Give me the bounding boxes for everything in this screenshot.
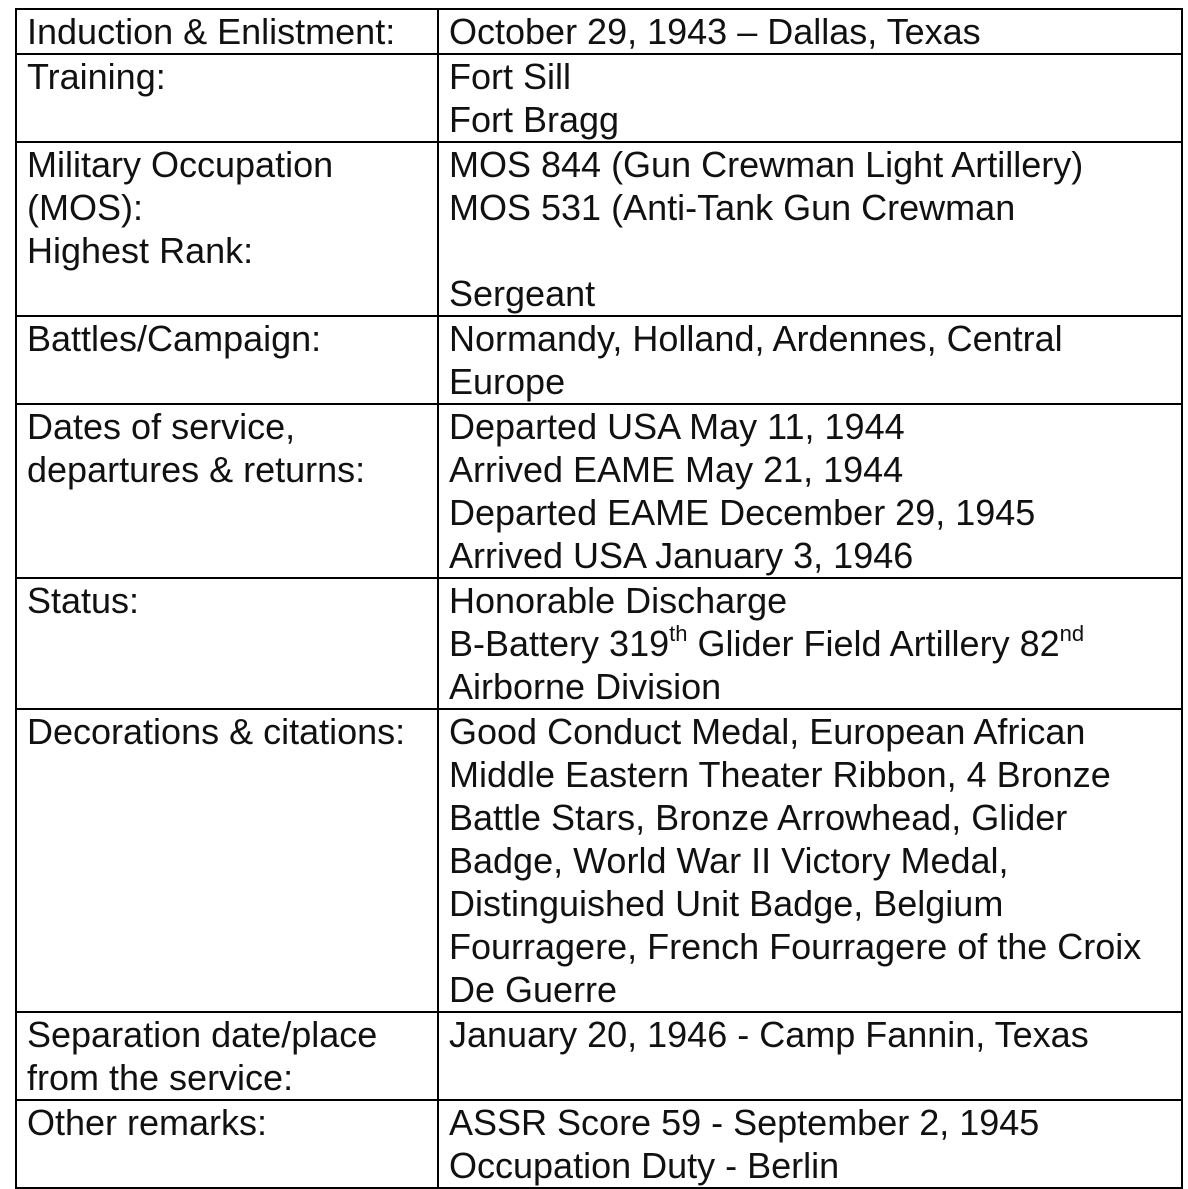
row-label: Separation date/place: [27, 1014, 378, 1055]
row-label: Status:: [27, 580, 140, 621]
row-value: Middle Eastern Theater Ribbon, 4 Bronze: [449, 754, 1111, 795]
row-value: Good Conduct Medal, European African: [449, 711, 1086, 752]
row-label: Induction & Enlistment:: [27, 11, 396, 52]
ordinal-suffix: th: [669, 621, 688, 646]
row-value: October 29, 1943 – Dallas, Texas: [449, 11, 981, 52]
value-cell: [438, 9, 1182, 54]
value-cell: [438, 709, 1182, 1012]
row-label: Other remarks:: [27, 1102, 268, 1143]
value-cell: [438, 142, 1182, 316]
row-value: Badge, World War II Victory Medal,: [449, 840, 1009, 881]
row-label: Training:: [27, 56, 166, 97]
row-value: Sergeant: [449, 273, 596, 314]
table-row-training: [16, 54, 1182, 142]
row-label: (MOS):: [27, 187, 143, 228]
label-cell: [16, 578, 438, 709]
row-value: Arrived EAME May 21, 1944: [449, 449, 904, 490]
row-value: Airborne Division: [449, 666, 722, 707]
table-row-decorations: [16, 709, 1182, 1012]
ordinal-suffix: nd: [1059, 621, 1085, 646]
row-label: departures & returns:: [27, 449, 366, 490]
value-cell: [438, 1100, 1182, 1188]
row-value: Fort Bragg: [449, 99, 620, 140]
row-value: Distinguished Unit Badge, Belgium: [449, 883, 1004, 924]
row-value: ASSR Score 59 - September 2, 1945: [449, 1102, 1040, 1143]
service-record-table: [15, 8, 1183, 1189]
row-label: Highest Rank:: [27, 230, 254, 271]
row-value: Occupation Duty - Berlin: [449, 1145, 840, 1186]
row-value: January 20, 1946 - Camp Fannin, Texas: [449, 1014, 1089, 1055]
label-cell: [16, 54, 438, 142]
row-value: Battle Stars, Bronze Arrowhead, Glider: [449, 797, 1068, 838]
table-row-status: [16, 578, 1182, 709]
row-value: Departed EAME December 29, 1945: [449, 492, 1036, 533]
label-cell: [16, 404, 438, 578]
row-value: Departed USA May 11, 1944: [449, 406, 905, 447]
value-cell: [438, 1012, 1182, 1100]
row-value: Europe: [449, 361, 566, 402]
unit-text-part: B-Battery 319: [449, 623, 670, 664]
row-value: Normandy, Holland, Ardennes, Central: [449, 318, 1063, 359]
row-value: MOS 531 (Anti-Tank Gun Crewman: [449, 187, 1016, 228]
row-value: Honorable Discharge: [449, 580, 788, 621]
row-value: MOS 844 (Gun Crewman Light Artillery): [449, 144, 1084, 185]
row-label: Military Occupation: [27, 144, 334, 185]
value-cell: [438, 316, 1182, 404]
row-label: Dates of service,: [27, 406, 296, 447]
table-row-dates-of-service: [16, 404, 1182, 578]
label-cell: [16, 709, 438, 1012]
label-cell: [16, 1012, 438, 1100]
unit-text-part: Glider Field Artillery 82: [687, 623, 1060, 664]
label-cell: [16, 1100, 438, 1188]
row-label: Decorations & citations:: [27, 711, 406, 752]
row-label: from the service:: [27, 1057, 294, 1098]
table-row-separation: [16, 1012, 1182, 1100]
row-value: De Guerre: [449, 969, 618, 1010]
label-cell: [16, 316, 438, 404]
value-cell: [438, 578, 1182, 709]
label-cell: [16, 9, 438, 54]
value-cell: [438, 54, 1182, 142]
row-value-unit: [449, 622, 1173, 665]
blank-line: [449, 229, 1173, 272]
value-cell: [438, 404, 1182, 578]
label-cell: [16, 142, 438, 316]
row-value: Fort Sill: [449, 56, 572, 97]
row-value: Fourragere, French Fourragere of the Croix: [449, 926, 1142, 967]
row-label: Battles/Campaign:: [27, 318, 322, 359]
table-row-mos-rank: [16, 142, 1182, 316]
table-row-induction: [16, 9, 1182, 54]
table-row-other-remarks: [16, 1100, 1182, 1188]
table-row-battles: [16, 316, 1182, 404]
row-value: Arrived USA January 3, 1946: [449, 535, 914, 576]
